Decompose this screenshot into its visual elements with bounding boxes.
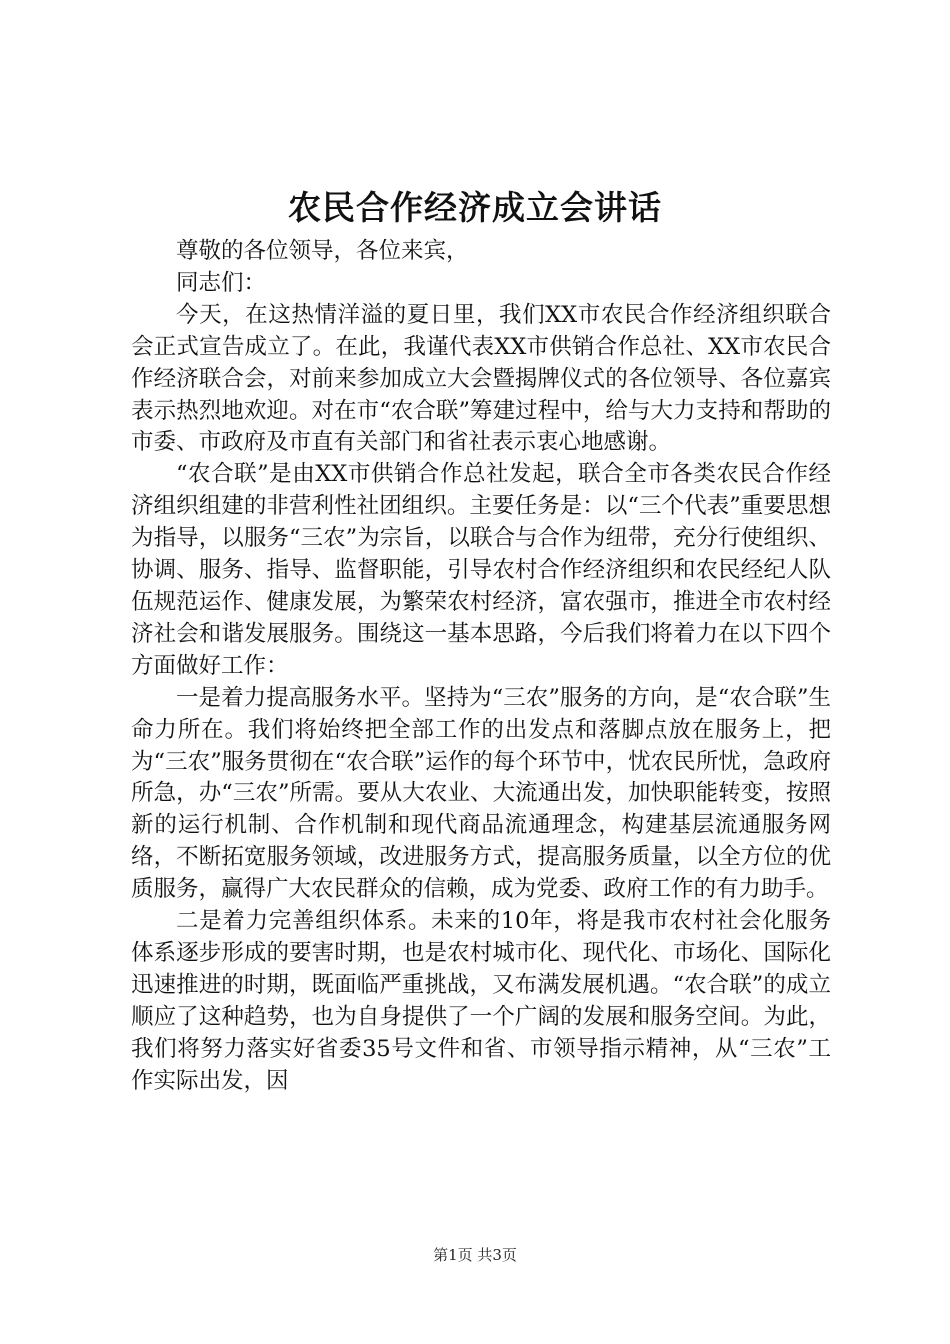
paragraph-opening: 今天，在这热情洋溢的夏日里，我们XX市农民合作经济组织联合会正式宣告成立了。在此，我谨代表XX市供销合作总社、XX市农民合作经济联合会，对前来参加成立大会暨揭牌仪式的各位领导、各位嘉宾表示热烈地欢迎。对在市“农合联”筹建过程中，给与大力支持和帮助的市委、市政府及市直有关部门和省社表示衷心地感谢。 [131, 301, 831, 456]
salutation-comrades: 同志们： [176, 269, 267, 296]
paragraph-introduction: “农合联”是由XX市供销合作总社发起，联合全市各类农民合作经济组织组建的非营利性社团组织。主要任务是：以“三个代表”重要思想为指导，以服务“三农”为宗旨，以联合与合作为纽带，充分行使组织、协调、服务、指导、监督职能，引导农村合作经济组织和农民经纪人队伍规范运作、健康发展，为繁荣农村经济，富农强市，推进全市农村经济社会和谐发展服务。围绕这一基本思路，今后我们将着力在以下四个方面做好工作： [131, 461, 831, 679]
document-body [131, 236, 831, 1097]
salutation-leaders: 尊敬的各位领导，各位来宾， [176, 238, 469, 264]
paragraph-point-one: 一是着力提高服务水平。坚持为“三农”服务的方向，是“农合联”生命力所在。我们将始终把全部工作的出发点和落脚点放在服务上，把为“三农”服务贯彻在“农合联”运作的每个环节中，忧农民所忧，急政府所急，办“三农”所需。要从大农业、大流通出发，加快职能转变，按照新的运行机制、合作机制和现代商品流通理念，构建基层流通服务网络，不断拓宽服务领域，改进服务方式，提高服务质量，以全方位的优质服务，赢得广大农民群众的信赖，成为党委、政府工作的有力助手。 [131, 684, 831, 903]
page-footer: 第1页 共3页 [433, 1246, 517, 1264]
paragraph-point-two: 二是着力完善组织体系。未来的10年，将是我市农村社会化服务体系逐步形成的要害时期，也是农村城市化、现代化、市场化、国际化迅速推进的时期，既面临严重挑战，又布满发展机遇。“农合联”的成立顺应了这种趋势，也为自身提供了一个广阔的发展和服务空间。为此，我们将努力落实好省委35号文件和省、市领导指示精神，从“三农”工作实际出发，因 [131, 908, 831, 1094]
document-title: 农民合作经济成立会讲话 [288, 188, 662, 227]
